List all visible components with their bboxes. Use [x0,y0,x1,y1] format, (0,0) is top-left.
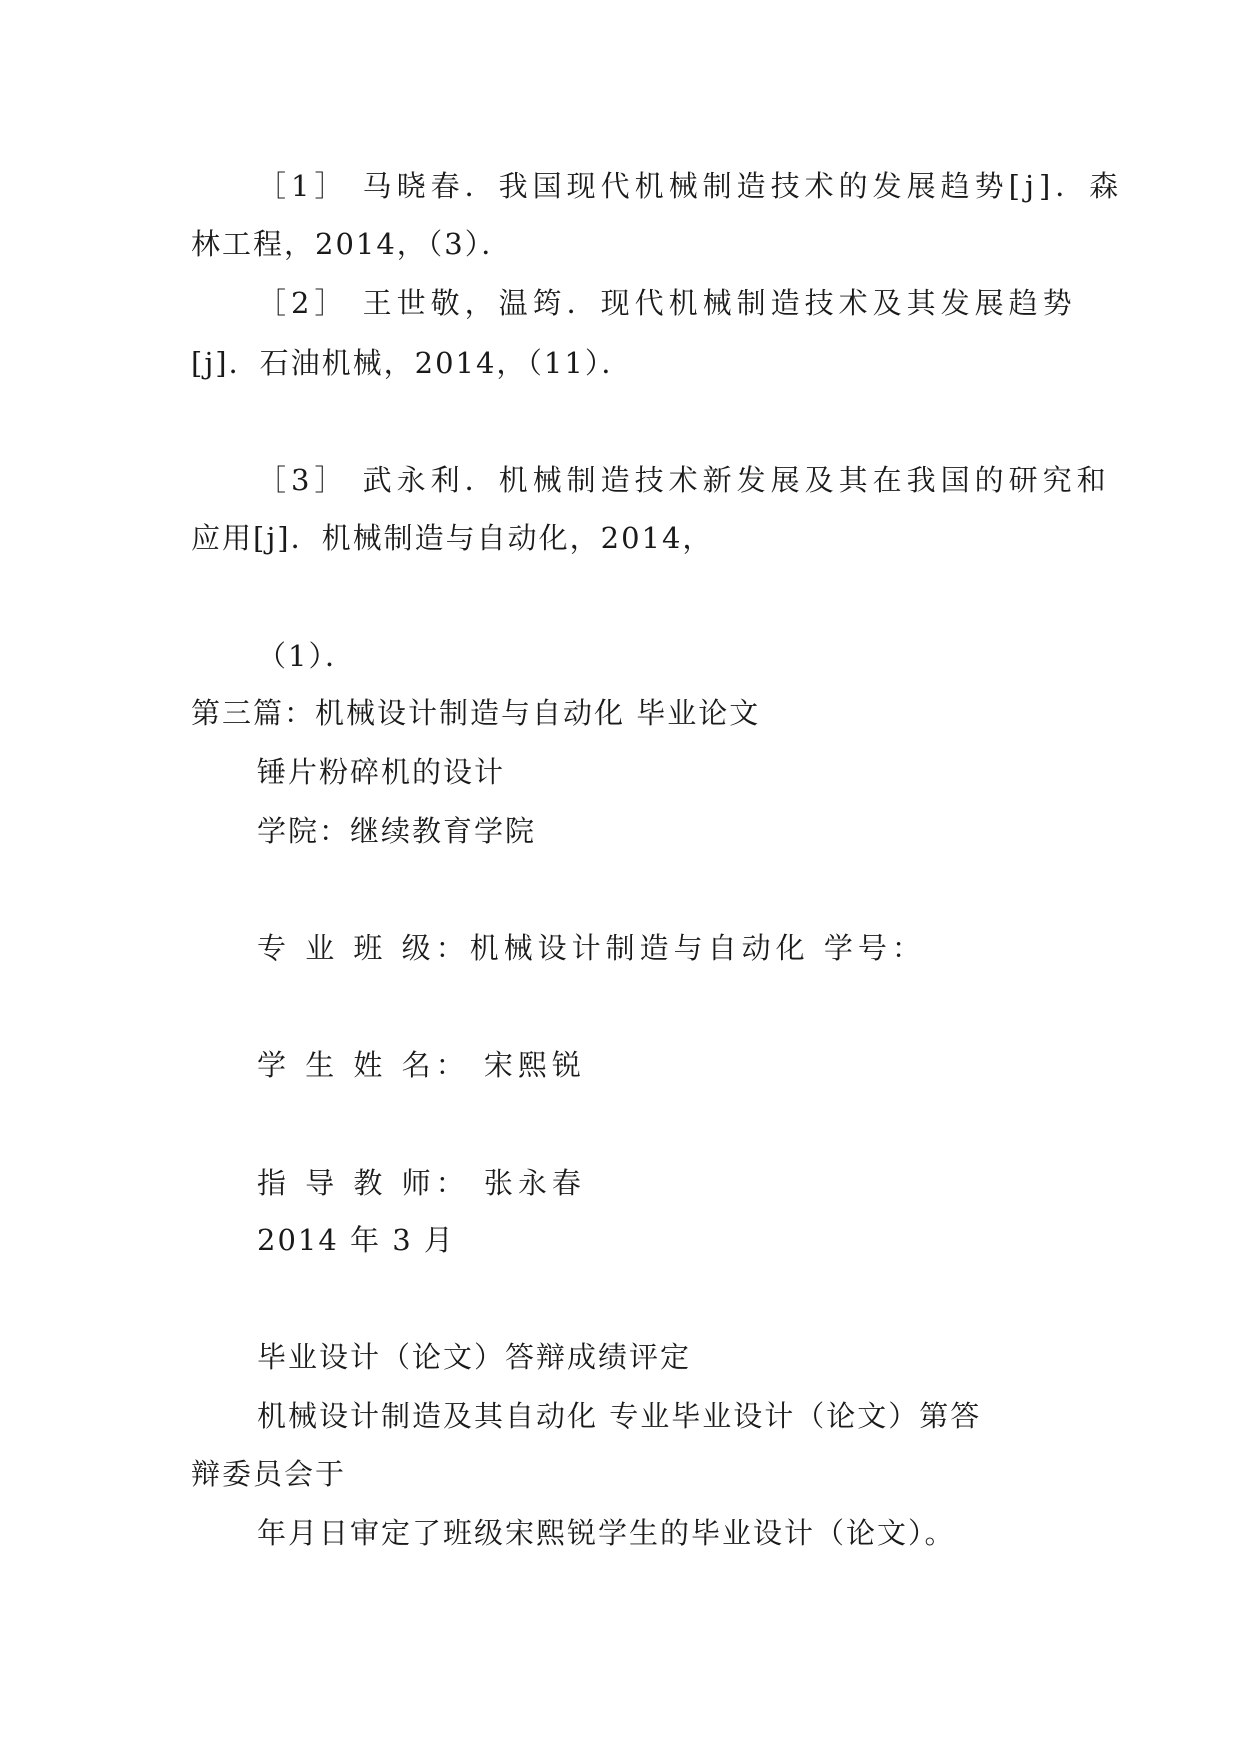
reference-3-line-1: ［3］ 武永利．机械制造技术新发展及其在我国的研究和 [257,463,1111,497]
reference-1-line-2: 林工程，2014，（3）． [191,227,513,261]
reference-2-line-2: [j]．石油机械，2014，（11）． [191,346,633,380]
reference-2-line-1: ［2］ 王世敬，温筠．现代机械制造技术及其发展趋势 [257,286,1077,320]
section-title: 第三篇：机械设计制造与自动化 毕业论文 [191,696,761,730]
college-line: 学院：继续教育学院 [257,814,537,848]
reference-1-line-1: ［1］ 马晓春．我国现代机械制造技术的发展趋势[j]．森 [257,169,1124,203]
thesis-title: 锤片粉碎机的设计 [257,755,506,789]
defense-paragraph-line-2: 辩委员会于 [191,1457,347,1491]
defense-paragraph-line-3: 年月日审定了班级宋熙锐学生的毕业设计（论文）。 [257,1516,956,1550]
major-class-line: 专 业 班 级：机械设计制造与自动化 学号： [257,931,926,965]
defense-title: 毕业设计（论文）答辩成绩评定 [257,1340,692,1374]
reference-3-line-3: （1）． [257,639,356,673]
student-name-line: 学 生 姓 名： 宋熙锐 [257,1048,586,1082]
defense-paragraph-line-1: 机械设计制造及其自动化 专业毕业设计（论文）第答 [257,1399,982,1433]
reference-3-line-2: 应用[j]．机械制造与自动化，2014， [191,521,714,555]
advisor-line: 指 导 教 师： 张永春 [257,1166,586,1200]
date-line: 2014 年 3 月 [257,1223,455,1257]
